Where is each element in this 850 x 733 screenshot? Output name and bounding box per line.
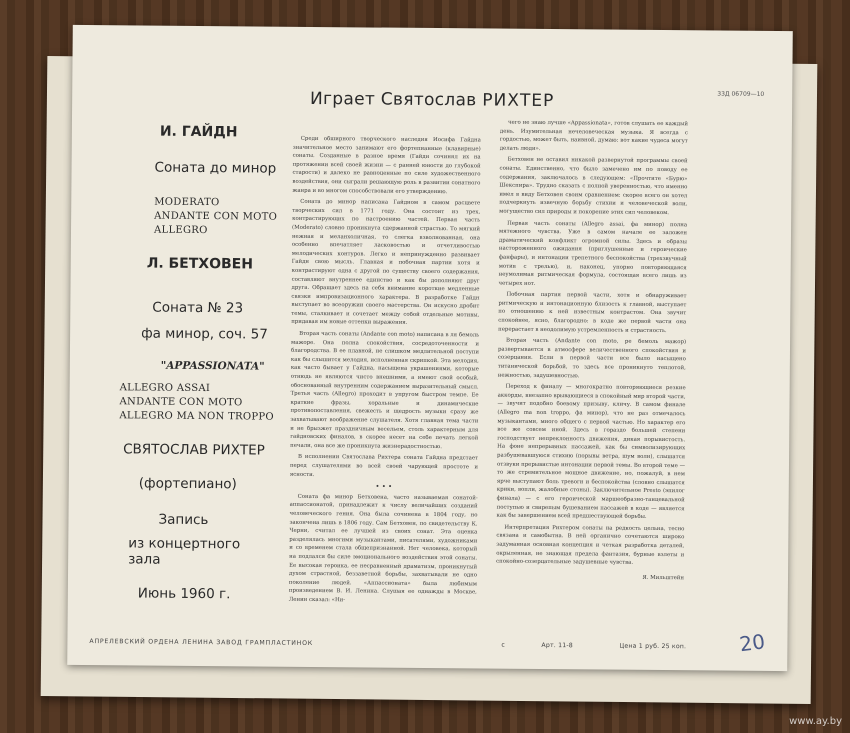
heading-surname: РИХТЕР: [482, 90, 555, 112]
sonata-nickname: "APPASSIONATA": [160, 359, 265, 373]
price-label: Цена 1 руб. 25 коп.: [619, 642, 687, 651]
beethoven-movement: ANDANTE CON MOTO: [119, 396, 243, 409]
sleeve-heading: [72, 87, 792, 113]
recording-date: Июнь 1960 г.: [137, 585, 231, 603]
beethoven-sonata-line2: фа минор, соч. 57: [141, 325, 268, 343]
notes-paragraph: Вторая часть сонаты (Andante con moto) написана в ля бемоль мажоре. Она полна спокойствия, сосредоточенности и благородства. В ее плавной, не слишком медлительной поступи как бы слышится мелодия, исполненная скрипкой. Эта мелодия, как часто бывает у Гайдна, насыщена украшениями, которые отнюдь не являются чисто внешними, а имеют свой особый, обоснованный внутренним содержанием выразительный смысл. Третья часть (Allegro) проходит в упругом быстром темпе. Ее краткие фразы, хоральные и динамические противопоставления, свежесть и щедрость музыки сразу же захватывают воображение слушателя. Хотя главная тема части и не брызжет праздничным весельем, столь характерным для гайдновских финалов, в скорее несет на себе печать легкой печали, она все же проникнута жизнерадостностью.: [290, 330, 480, 450]
notes-paragraph: Бетховен не оставил никакой развернутой программы своей сонаты. Единственно, что было замечено им по поводу ее содержания, заключалось в следующем: «Прочтите «Бурю» Шекспира». Трудно сказать с полной уверенностью, что именно имел в виду Бетховен своим сравнением: скорее всего он хотел подчеркнуть извечную борьбу стихии и человеческой воли, могущество сил природы и покорение этих сил человеком.: [499, 157, 688, 217]
haydn-movement: ANDANTE CON MOTO: [154, 210, 278, 223]
program-listing: [84, 121, 278, 603]
footer-code: с: [501, 641, 506, 649]
liner-notes-column-1: [289, 135, 481, 609]
notes-signature: Я. Мильштейн: [642, 574, 685, 581]
watermark: www.ay.by: [789, 716, 842, 727]
beethoven-composer: Л. БЕТХОВЕН: [146, 255, 254, 273]
notes-paragraph: Вторая часть (Andante con moto, ре бемоль мажор) развертывается в атмосфере величественного спокойствия и созерцания. Если в первой части все было насыщено титанической борьбой, то здесь все проникнуто теплотой, нежностью, задушевностью.: [497, 337, 687, 379]
recording-line-2: из концертного зала: [128, 535, 241, 568]
haydn-composer: И. ГАЙДН: [159, 123, 238, 141]
haydn-movement: ALLEGRO: [153, 224, 208, 237]
manufacturer-name: АПРЕЛЕВСКИЙ ОРДЕНА ЛЕНИНА ЗАВОД ГРАМПЛАСТИНОК: [89, 638, 313, 647]
beethoven-sonata-line1: Соната № 23: [152, 299, 244, 317]
recording-line-1: Запись: [158, 511, 209, 529]
handwritten-mark: 20: [737, 629, 767, 657]
notes-paragraph: Побочная партия первой части, хотя и обнаруживает ритмическую и интонационную близость к главной, выступает по отношению к ней известным контрастом. Она звучит спокойнее, ясно, благородно: в коде же первой части она перерастает в неодолимую устремленность и страстность.: [498, 291, 687, 334]
notes-paragraph: Интерпретация Рихтером сонаты на редкость цельна, тесно связана и самобытна. В ней органично сочетаются широко задуманная основная концепция и четкая разработка деталей, окрыленная, не знающая предела фантазия, бурные взлеты и спокойно-созерцательные задушевные чувства.: [496, 524, 685, 566]
haydn-movement: MODERATO: [154, 196, 220, 209]
notes-paragraph: Соната фа минор Бетховена, часто называемая сонатой-аппассионатой, принадлежит к числу величайших созданий человеческого гения. Она была сочинена в 1804 году, но закончена лишь в 1806 году. Сам Бетховен, по свидетельству К. Черни, считал ее лучшей из своих сонат. Эта оценка разделялась многими музыкантами, писателями, художниками и со временем стала общепризнанной. Нет человека, который на подлался бы силе эмоционального воздействия этой сонаты. Ее высокая героика, ее несравненный драматизм, проникнутый духом страстной, беззаветной борьбы, захватывали не одно поколение людей. «Аппассионата» была любимым произведением В. И. Ленина. Слушая ее однажды в Москве, Ленин сказал: «Ни-: [288, 493, 478, 604]
beethoven-movement: ALLEGRO ASSAI: [119, 382, 211, 395]
notes-separator: • • •: [375, 482, 393, 491]
sleeve-footer: [89, 638, 757, 651]
beethoven-movement: ALLEGRO MA NON TROPPO: [119, 410, 275, 423]
article-number: Арт. 11-8: [541, 641, 573, 650]
notes-paragraph: чего не знаю лучше «Appassionata», готов слушать ее каждый день. Изумительная нечеловеческая музыка. Я всегда с гордостью, может быть, наивной, думаю: вот какие чудеса могут делать люди».: [499, 119, 688, 152]
notes-paragraph: Соната до минор написана Гайдном в самом расцвете творческих сил в 1771 году. Она состоит из трех, контрастирующих по настроению частей. Первая часть (Moderato) словно проникнута сдержанной страстью. То мягкий нежная и меланхоличная, то слегка взволнованная, она особенно впечатляет ласковостью и отчетливостью мелодических контуров. Легко и непринужденно развивает Гайдн свою мысль. Главная и побочная партии хотя и контрастируют одна с другой по существу своего содержания, составляют внутреннее единство и как бы дополняют друг друга. Обращает здесь на себя внимание короткие медленные связки импровизационного характера. В разработке Гайдн выступает во всеоружии своего мастерства. Он искусно дробит темы, сталкивает и сочетает между собой отдельные мотивы, придавая им новые оттенки выражения.: [291, 199, 481, 327]
performer-name: СВЯТОСЛАВ РИХТЕР: [123, 441, 265, 459]
performer-instrument: (фортепиано): [138, 475, 237, 493]
heading-prefix: Играет Святослав: [309, 88, 477, 111]
notes-paragraph: Переход к финалу — многократно повторяющиеся резкие аккорды, внезапно врывающиеся в спокойный мир второй части, — звучит подобно боевому призыву, кличу. В самом финале (Allegro ma non troppo, фа минор), что не раз отмечалось музыкантами, много общего с первой частью. Но характер его все же совсем иной. Здесь в гораздо большей степени господствует непреклонность движения, дикая порывистость. На фоне непрерывных пассажей, как бы символизирующих разбушевавшуюся стихию (порывы ветра, шум волн), слышатся отзвуки прерывистые интонации первой темы. Во второй теме — то же стремительное мощное движение, но, пожалуй, в нем ярче выступают боль тревоги и беспокойства (словно слышатся крики, вопли, жалобные стоны). Заключительное Presto (эпилог финала) — с его героической маршеобразно-танцевальной поступью и свирепым бушеванием пассажей в коде — является как бы завершением всей предшествующей борьбы.: [496, 383, 686, 521]
notes-paragraph: Среди обширного творческого наследия Иосифа Гайдна значительное место занимают его фортепианные (клавирные) сонаты. Созданные в разное время (Гайдн сочинял их на протяжении всей своей жизни — с ранней юности до глубокой старости) и далеко не равноценные по силе художественного воздействия, они сыграли решающую роль в развитии сонатного жанра и во многом способствовали его утверждению.: [292, 135, 481, 195]
catalog-number: 33Д 06709—10: [717, 90, 765, 98]
haydn-sonata-title: Соната до минор: [154, 159, 277, 177]
liner-notes-column-2: [496, 119, 688, 586]
record-sleeve: [67, 25, 793, 671]
notes-paragraph: Первая часть сонаты (Allegro assai, фа минор) полна мятежного чувства. Уже в самом начале ее заложен драматический конфликт огромной силы. Здесь и образы настороженного ожидания (приглушенные и героические фанфары), и интонации трепетного беспокойства (трехзвучный мотив с трелью), и, наконец, упорно повторяющаяся неумолимая ритмическая формула, состоящая всего лишь из четырех нот.: [498, 220, 688, 287]
notes-paragraph: В исполнении Святослава Рихтера соната Гайдна предстает перед слушателями во всей своей чарующей простоте и ясности.: [289, 454, 479, 478]
